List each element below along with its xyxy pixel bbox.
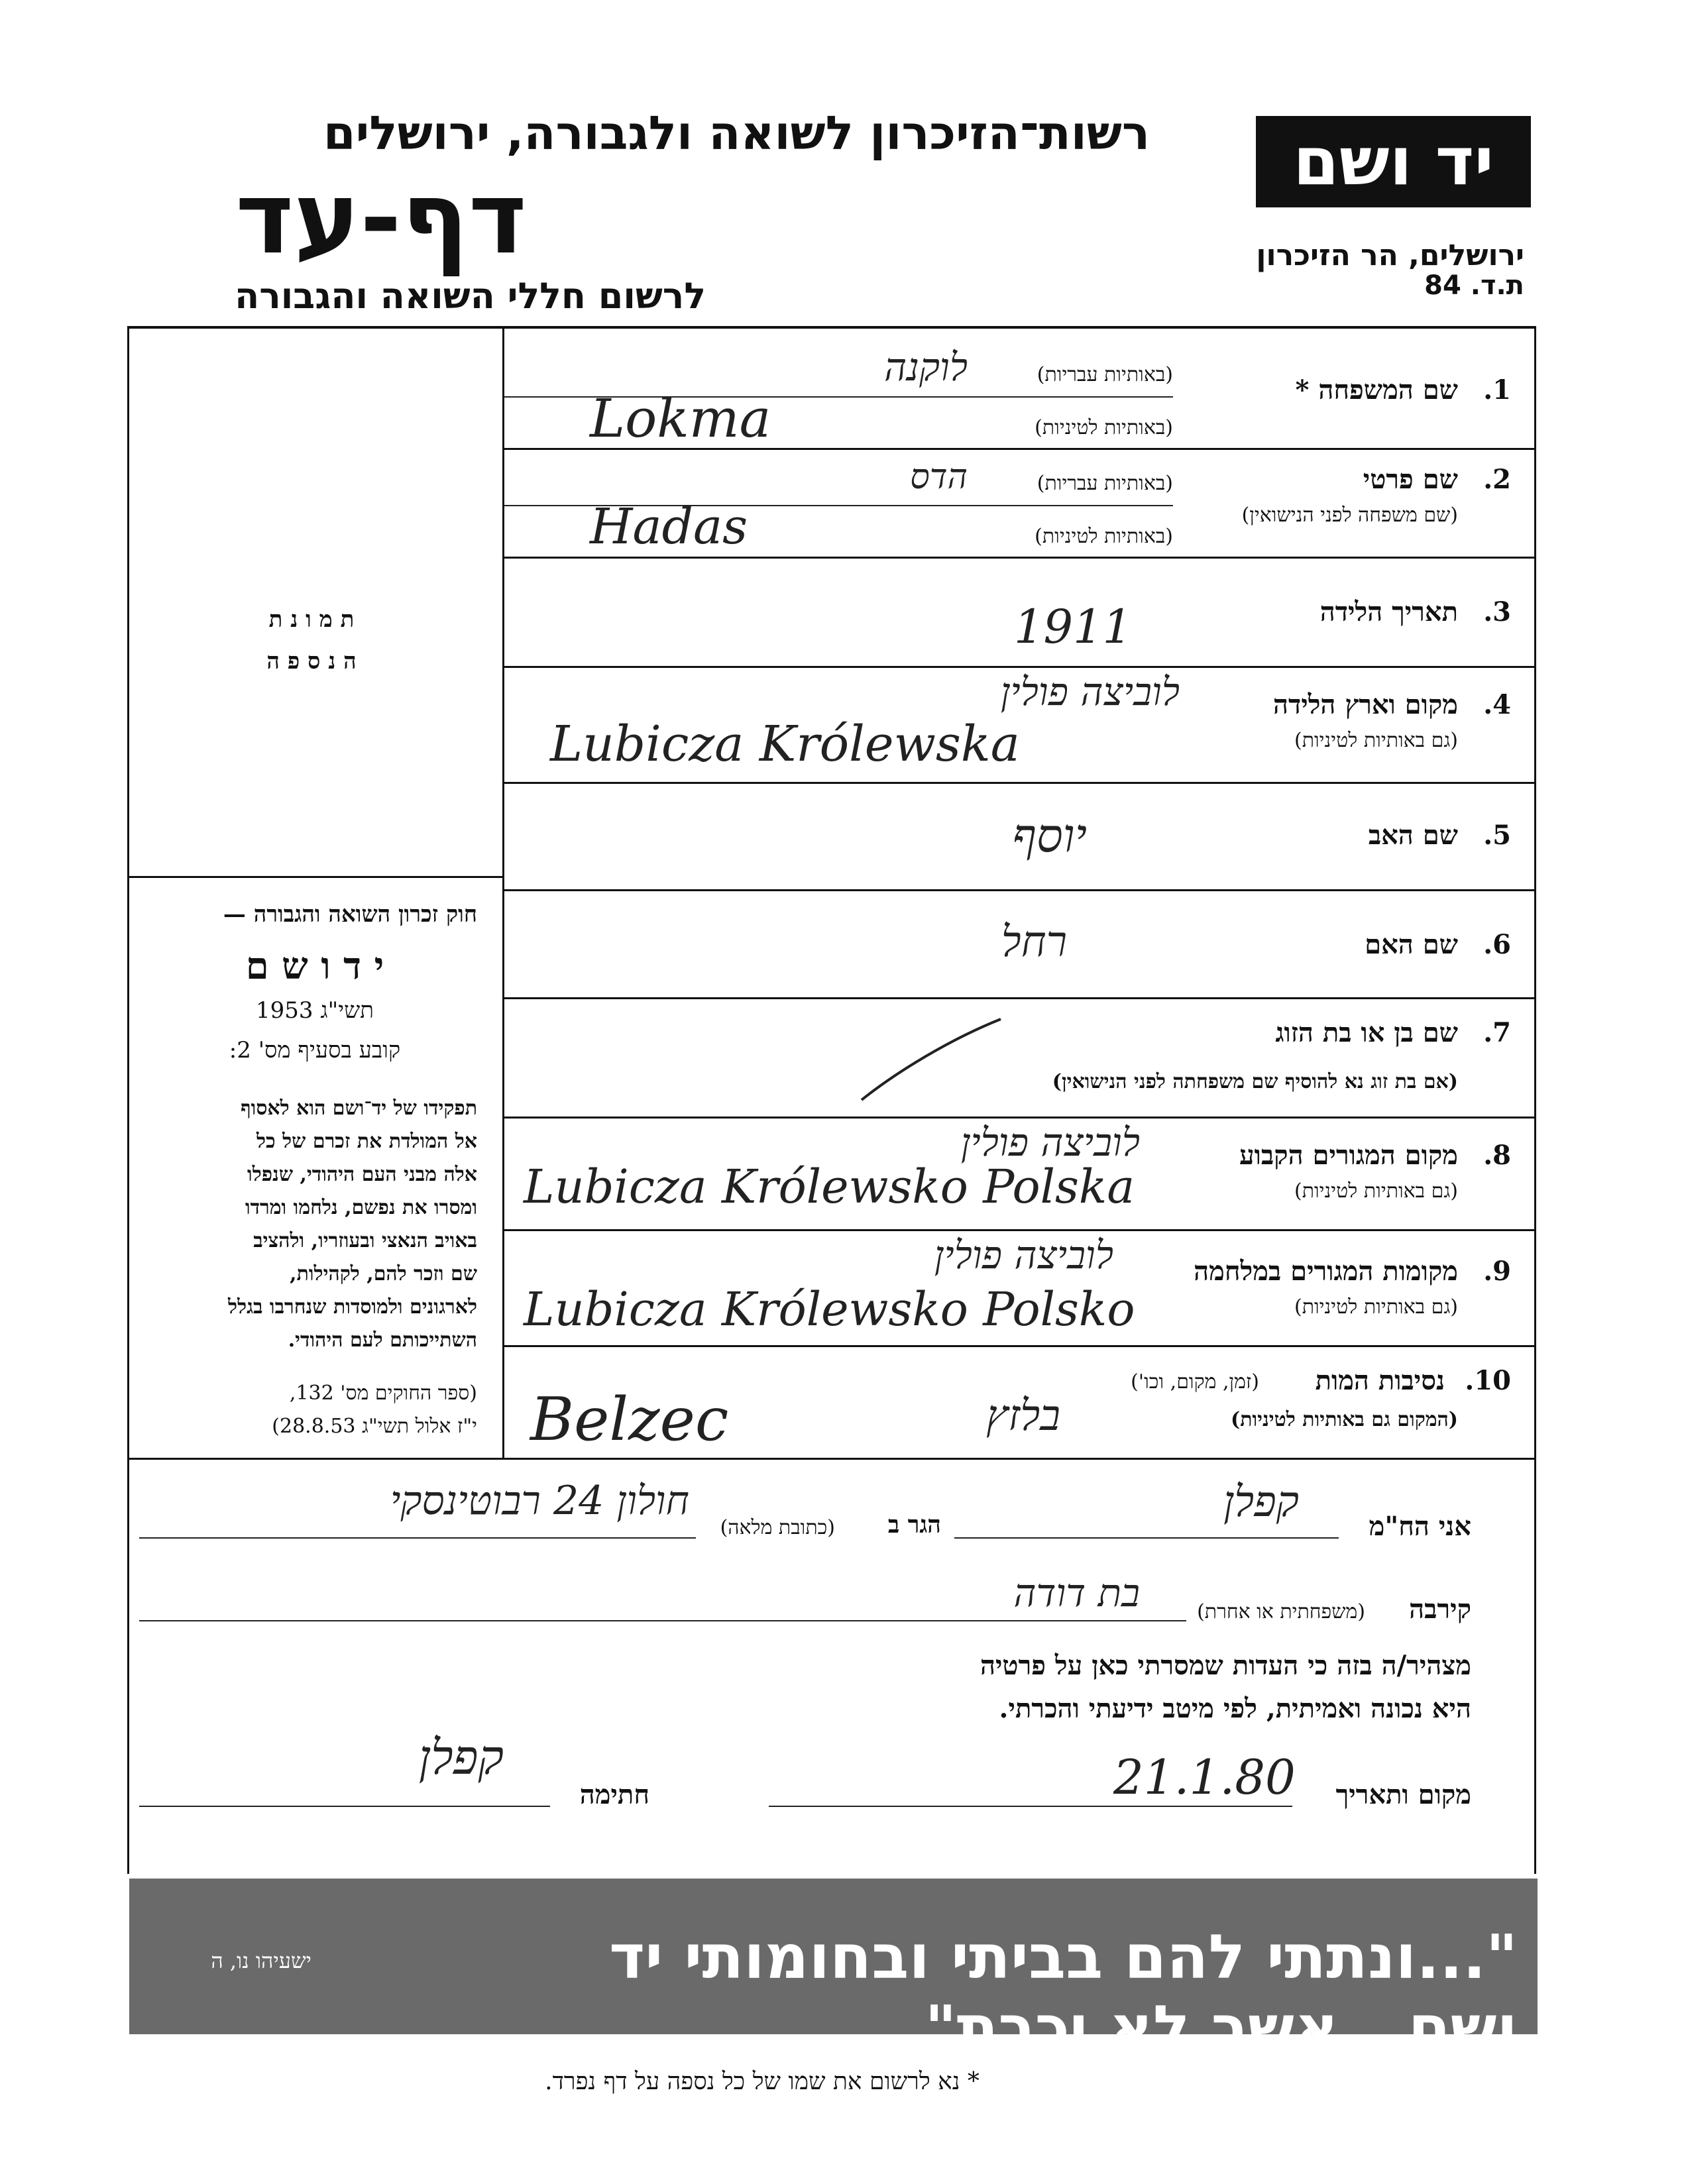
law-text-5: באויב הנאצי ובעוזריו, ולהציב [253, 1229, 477, 1252]
field-4-hand-hebrew: לוביצה פולין [1000, 669, 1180, 714]
photo-label-1: ת מ ו נ ת [268, 606, 355, 633]
law-year: תשי"ג 1953 [256, 997, 374, 1024]
field-6-number: 6. [1483, 929, 1511, 960]
address-line-2: ת.ד. 84 [1424, 270, 1524, 301]
place-date-label: מקום ותאריך [1335, 1779, 1471, 1810]
field-10-hand-latin: Belzec [530, 1385, 729, 1454]
law-text-2: אל המולדת את זכרם של כל [256, 1130, 477, 1153]
field-6-hand: רחל [1001, 918, 1067, 967]
field-2-number: 2. [1483, 464, 1511, 495]
field-1-label: שם המשפחה * [1295, 374, 1458, 406]
form-subtitle: לרשום חללי השואה והגבורה [235, 275, 706, 317]
field-8-hand-hebrew: לוביצה פולין [960, 1120, 1140, 1165]
field-1-hand-latin: Lokma [590, 388, 771, 449]
declaration-line-1: מצהיר/ה בזה כי העדות שמסרתי כאן על פרטיה [980, 1650, 1471, 1681]
declaration-line-2: היא נכונה ואמיתית, לפי מיטב ידיעתי והכרתי. [999, 1693, 1471, 1724]
law-name: י ד ו ש ם [245, 944, 384, 988]
field-6-label: שם האם [1365, 929, 1458, 960]
field-10-label: נסיבות המות [1315, 1365, 1445, 1396]
field-3-label: תאריך הלידה [1319, 596, 1458, 628]
declarant-hand-date: 21.1.80 [1113, 1749, 1296, 1805]
field-9-note: (גם באותיות לטיניות) [1294, 1295, 1458, 1319]
field-3-hand-date: 1911 [1014, 600, 1133, 654]
banner-source: ישעיהו נו, ה [211, 1948, 311, 1973]
law-ref-2: י"ז אלול תשי"ג 28.8.53) [272, 1415, 477, 1438]
field-3-number: 3. [1483, 596, 1511, 628]
yad-vashem-logo: יד ושם [1256, 116, 1531, 207]
declarant-hand-relation: בת דודה [1013, 1570, 1140, 1615]
signature-label: חתימה [579, 1779, 649, 1810]
photo-label-2: ה נ ס פ ה [266, 648, 357, 675]
law-text-7: לארגונים ולמוסדות שנחרבו בגלל [228, 1295, 477, 1319]
declarant-relation-label: קירבה [1409, 1594, 1471, 1625]
field-2-hand-hebrew: הדס [910, 457, 968, 497]
field-10-sub: (זמן, מקום, וכו') [1131, 1370, 1259, 1393]
law-text-4: ומסרו את נפשם, נלחמו ומרדו [245, 1196, 477, 1219]
declarant-address-note: (כתובת מלאה) [720, 1516, 835, 1539]
declarant-iam-label: אני הח"מ [1369, 1511, 1471, 1542]
law-text-1: תפקידו של יד־ושם הוא לאסוף [241, 1097, 477, 1120]
field-5-hand: יוסף [1012, 808, 1087, 863]
field-1-hand-hebrew: לוקנה [884, 345, 968, 390]
field-1-sub-latin: (באותיות לטיניות) [1035, 416, 1173, 439]
field-4-number: 4. [1483, 689, 1511, 720]
declarant-hand-address: חולון 24 רבוטינסקי [390, 1478, 689, 1524]
field-4-note: (גם באותיות לטיניות) [1294, 729, 1458, 752]
address-line-1: ירושלים, הר הזיכרון [1256, 239, 1524, 272]
law-text-6: שם וזכר להם, לקהילות, [290, 1262, 477, 1285]
field-7-number: 7. [1483, 1017, 1511, 1048]
field-8-number: 8. [1483, 1140, 1511, 1171]
declarant-relation-note: (משפחתית או אחרת) [1197, 1600, 1365, 1623]
field-5-number: 5. [1483, 820, 1511, 851]
field-7-label: שם בן או בת הזוג [1275, 1017, 1458, 1048]
field-9-hand-hebrew: לוביצה פולין [934, 1232, 1113, 1278]
field-2-sub-latin: (באותיות לטיניות) [1035, 525, 1173, 548]
field-2-label: שם פרטי [1363, 464, 1458, 495]
field-10-number: 10. [1465, 1365, 1511, 1396]
field-9-number: 9. [1483, 1256, 1511, 1287]
field-2-hand-latin: Hadas [590, 498, 748, 555]
field-4-hand-latin: Lubicza Królewska [550, 716, 1020, 773]
declarant-lives-label: הגר ב [887, 1511, 941, 1539]
field-10-note: (המקום גם באותיות לטיניות) [1231, 1408, 1458, 1431]
declarant-hand-name: קפלן [1223, 1478, 1299, 1527]
form-title: דף-עד [235, 161, 527, 276]
field-2-note: (שם משפחה לפני הנישואין) [1241, 504, 1458, 527]
field-9-label: מקומות המגורים במלחמה [1194, 1256, 1458, 1287]
law-text-3: אלה מבני העם היהודי, שנפלו [247, 1163, 477, 1186]
law-ref-1: (ספר החוקים מס' 132, [289, 1382, 477, 1405]
footer-note: * נא לרשום את שמו של כל נספה על דף נפרד. [545, 2068, 980, 2095]
field-8-note: (גם באותיות לטיניות) [1294, 1179, 1458, 1203]
authority-title: רשות־הזיכרון לשואה ולגבורה, ירושלים [323, 106, 1150, 160]
field-1-sub-hebrew: (באותיות עבריות) [1037, 363, 1173, 386]
field-8-hand-latin: Lubicza Królewsko Polska [524, 1160, 1135, 1214]
law-text-8: השתייכותם לעם היהודי. [288, 1329, 477, 1352]
field-7-note: (אם בת זוג נא להוסיף שם משפחתה לפני הנישואין) [1052, 1070, 1458, 1093]
field-2-sub-hebrew: (באותיות עבריות) [1037, 472, 1173, 495]
field-1-number: 1. [1483, 374, 1511, 406]
field-7-strike-line [855, 1014, 1007, 1107]
field-8-label: מקום המגורים הקבוע [1239, 1140, 1458, 1171]
declarant-hand-signature: קפלן [418, 1729, 504, 1785]
law-section: קובע בסעיף מס' 2: [229, 1037, 401, 1064]
law-title: חוק זכרון השואה והגבורה — [223, 901, 477, 928]
field-4-label: מקום וארץ הלידה [1272, 689, 1458, 720]
field-5-label: שם האב [1368, 820, 1458, 851]
banner-quote: "...ונתתי להם בביתי ובחומותי יד ושם...אשר לא יכרת" [609, 1922, 1518, 2063]
field-10-hand-hebrew: בלזץ [986, 1392, 1060, 1441]
field-9-hand-latin: Lubicza Królewsko Polsko [524, 1282, 1135, 1337]
